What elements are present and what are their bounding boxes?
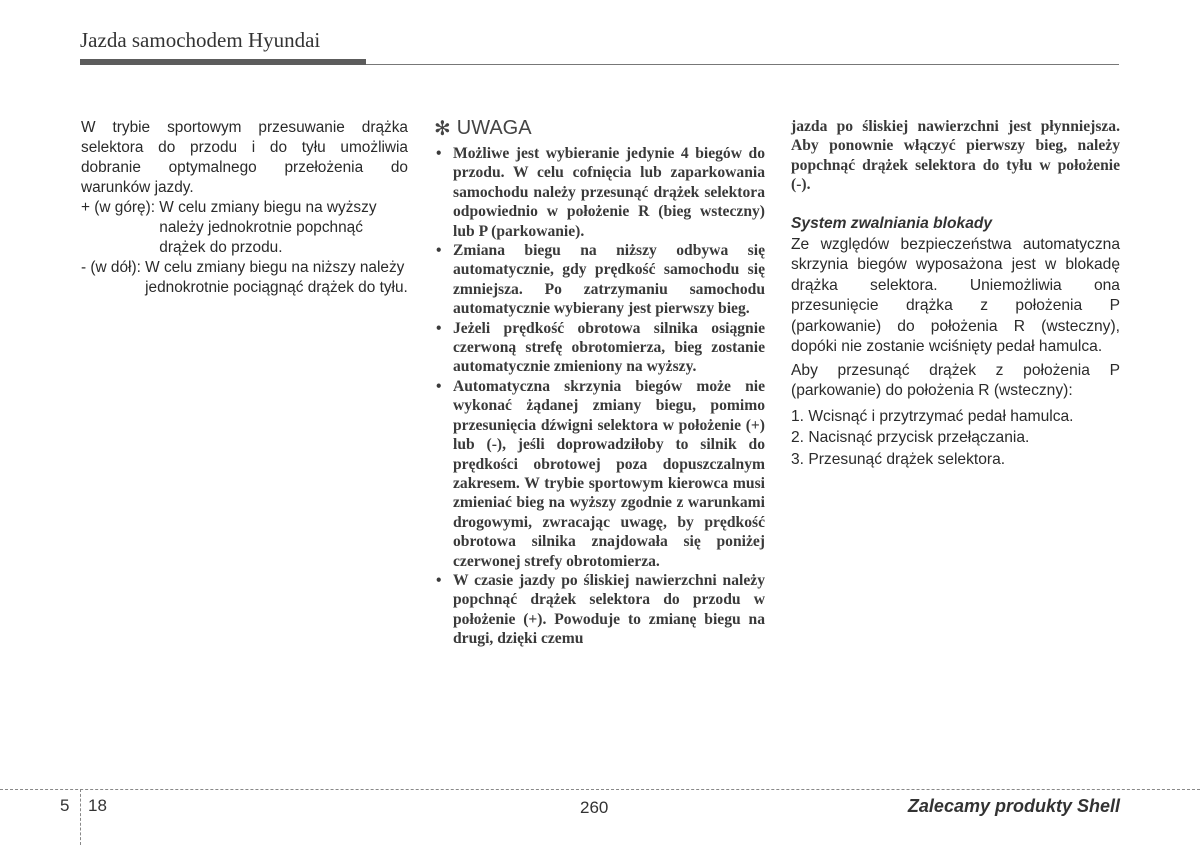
warning-item: • Możliwe jest wybieranie jedynie 4 biegów do przodu. W celu cofnięcia lub zaparkowania samochodu należy przesunąć drążek selektora odpowiednio w położenie R (bieg wsteczny) lub P (parkowanie).	[434, 144, 765, 241]
step-item: 1. Wcisnąć i przytrzymać pedał hamulca.	[791, 407, 1074, 425]
body-paragraph: Ze względów bezpieczeństwa automatyczna skrzynia biegów wyposażona jest w blokadę drążka selektora. Uniemożliwia ona przesunięcie drążka z położenia P (parkowanie) do położenia R (wsteczny), dopóki nie zostanie wciśnięty pedał hamulca.	[791, 235, 1120, 356]
definition-plus	[81, 198, 408, 258]
section-number: 5	[60, 796, 70, 815]
section-page-number: 18	[88, 796, 107, 815]
warning-list	[434, 144, 765, 649]
step-item: 3. Przesunąć drążek selektora.	[791, 450, 1006, 468]
asterisk-icon: ✻	[434, 118, 451, 140]
warning-item: • Jeżeli prędkość obrotowa silnika osiągnie czerwoną strefę obrotomierza, bieg zostanie automatycznie zmieniony na wyższy.	[434, 319, 765, 377]
page-number: 260	[580, 798, 609, 817]
warning-item: • W czasie jazdy po śliskiej nawierzchni należy popchnąć drążek selektora do przodu w położenie (+). Powoduje to zmianę biegu na drugi, dzięki czemu	[434, 571, 765, 649]
column-right	[791, 117, 1120, 470]
warning-heading-text: UWAGA	[456, 117, 532, 139]
footer-divider	[0, 789, 1200, 790]
warning-item: • Zmiana biegu na niższy odbywa się automatycznie, gdy prędkość samochodu się zmniejsza. Po zatrzymaniu samochodu automatycznie wybierany jest pierwszy bieg.	[434, 241, 765, 319]
section-subheading: System zwalniania blokady	[791, 214, 993, 232]
definition-desc-minus: W celu zmiany biegu na niższy należy jednokrotnie pociągnąć drążek do tyłu.	[145, 259, 408, 296]
steps-list	[791, 406, 1120, 471]
definition-term-plus: + (w górę):	[81, 199, 160, 216]
footer-tagline: Zalecamy produkty Shell	[907, 796, 1120, 816]
footer-vertical-divider	[80, 789, 81, 845]
warning-continuation: jazda po śliskiej nawierzchni jest płynniejsza. Aby ponownie włączyć pierwszy bieg, należy popchnąć drążek selektora do tyłu w położenie (-).	[791, 118, 1120, 194]
page-header-title: Jazda samochodem Hyundai	[80, 28, 321, 52]
body-paragraph: Aby przesunąć drążek z położenia P (parkowanie) do położenia R (wsteczny):	[791, 361, 1120, 400]
definition-minus	[81, 258, 408, 298]
step-item: 2. Nacisnąć przycisk przełączania.	[791, 429, 1030, 447]
intro-paragraph: W trybie sportowym przesuwanie drążka selektora do przodu i do tyłu umożliwia dobranie optymalnego przełożenia do warunków jazdy.	[81, 119, 408, 196]
header-bar	[80, 59, 366, 65]
column-left	[81, 118, 408, 298]
warning-heading	[434, 116, 765, 141]
column-middle	[434, 116, 765, 649]
header-rule	[366, 64, 1119, 65]
definition-desc-plus: W celu zmiany biegu na wyższy należy jednokrotnie popchnąć drążek do przodu.	[159, 199, 377, 256]
warning-item: • Automatyczna skrzynia biegów może nie wykonać żądanej zmiany biegu, pomimo przesunięcia dźwigni selektora w położenie (+) lub (-), jeśli doprowadziłoby to silnik do prędkości obrotowej poza dopuszczalnym zakresem. W trybie sportowym kierowca musi zmieniać bieg na wyższy zgodnie z warunkami drogowymi, zwracając uwagę, by prędkość obrotowa silnika znajdowała się poniżej czerwonej strefy obrotomierza.	[434, 377, 765, 571]
definition-term-minus: - (w dół):	[81, 259, 146, 276]
